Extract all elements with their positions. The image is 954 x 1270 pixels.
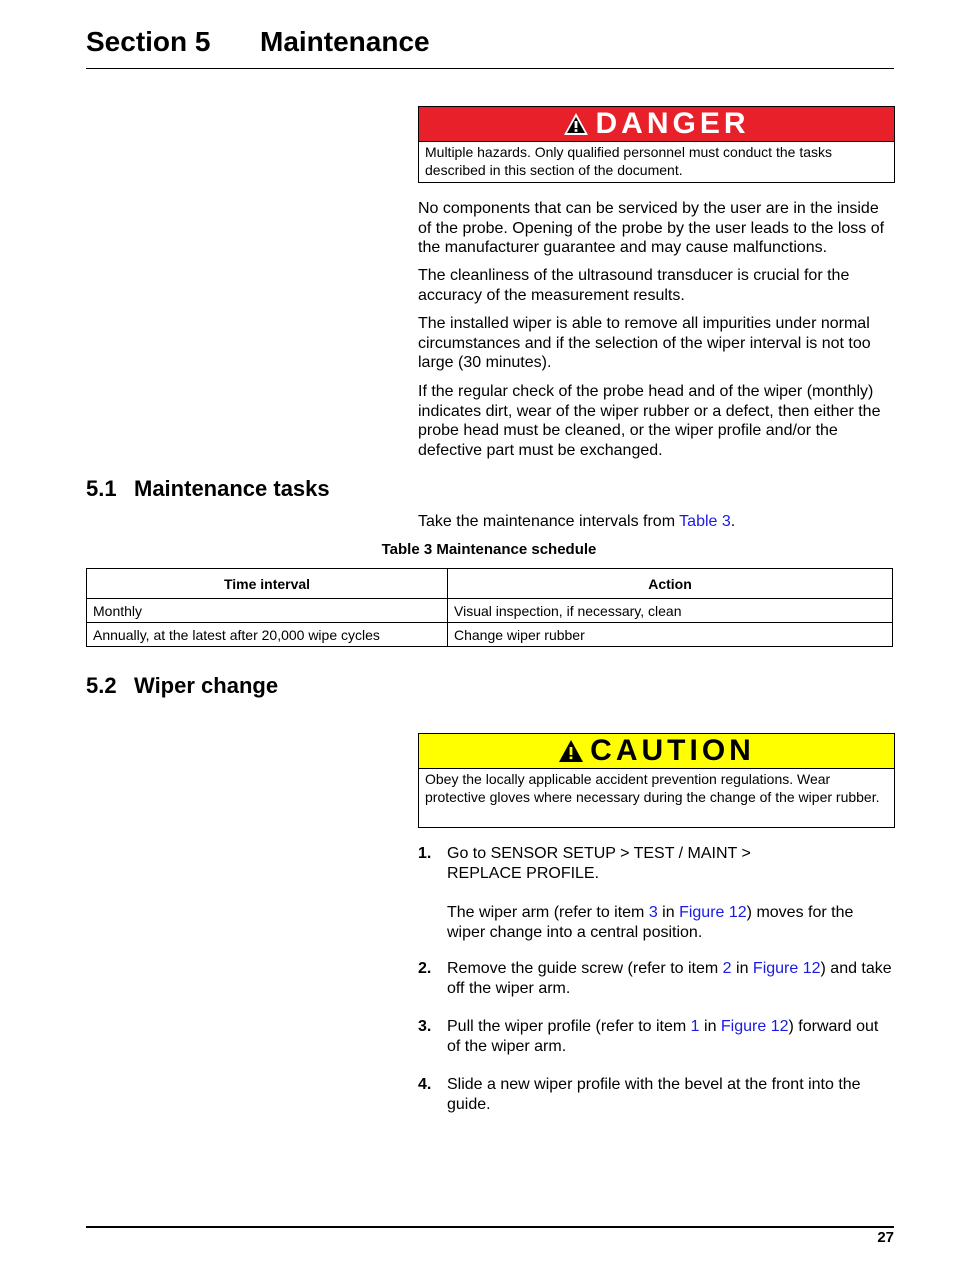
section-title: [86, 24, 430, 60]
table-3-link[interactable]: Table 3: [679, 513, 731, 530]
step-text: [447, 1017, 896, 1056]
step-text: [447, 959, 896, 998]
table-cell: Annually, at the latest after 20,000 wipe cycles: [87, 623, 448, 647]
caution-text: Obey the locally applicable accident prevention regulations. Wear protective gloves where necessary during the change of the wiper rubber.: [425, 771, 880, 805]
result-text: ) moves for the wiper change into a central position.: [447, 904, 854, 941]
warning-triangle-icon: [563, 112, 589, 136]
table-caption: Table 3 Maintenance schedule: [381, 541, 597, 558]
table-header-row: [87, 569, 893, 599]
heading-maintenance-tasks: [86, 476, 330, 502]
step-text-part: Pull the wiper profile (refer to item: [447, 1018, 691, 1035]
warning-triangle-icon: [558, 739, 584, 763]
table-cell: Visual inspection, if necessary, clean: [448, 599, 893, 623]
danger-box: [418, 106, 895, 183]
footer-rule: [86, 1226, 894, 1228]
result-text: The wiper arm (refer to item: [447, 904, 649, 921]
caution-header: [419, 734, 894, 769]
intro-text-end: .: [730, 513, 736, 530]
step-result: [447, 903, 896, 942]
intro-paragraph-2: The cleanliness of the ultrasound transducer is crucial for the accuracy of the measurement results.: [418, 267, 850, 304]
step-4: [418, 1075, 896, 1114]
caution-box: [418, 733, 895, 828]
maintenance-schedule-table: [86, 568, 893, 647]
heading-number: 5.2: [86, 673, 117, 698]
figure-12-link[interactable]: Figure 12: [679, 904, 747, 921]
table-header-cell: Action: [448, 569, 893, 599]
step-1: [418, 844, 896, 942]
step-number: 2.: [418, 960, 432, 977]
danger-text: Multiple hazards. Only qualified personnel must conduct the tasks described in this section of the document.: [425, 144, 832, 178]
table-cell: Change wiper rubber: [448, 623, 893, 647]
step-text-part: in: [699, 1018, 721, 1035]
header-rule: [86, 68, 894, 69]
heading-wiper-change: [86, 673, 278, 699]
intro-text-start: Take the maintenance intervals from: [418, 513, 680, 530]
step-text: Go to SENSOR SETUP > TEST / MAINT > REPLACE PROFILE.: [447, 845, 751, 882]
caution-label: CAUTION: [590, 734, 755, 767]
section-heading: Maintenance: [260, 26, 430, 57]
intro-paragraph-4: If the regular check of the probe head and of the wiper (monthly) indicates dirt, wear of the wiper rubber or a defect, then either the probe head must be cleaned, or the wiper profile and/or the defective part must be exchanged.: [418, 383, 881, 459]
step-text-part: ) forward out of the wiper arm.: [447, 1018, 879, 1055]
step-text-part: ) and take off the wiper arm.: [447, 960, 892, 997]
step-number: 1.: [418, 845, 432, 862]
step-text-part: in: [731, 960, 753, 977]
item-3-link[interactable]: 3: [648, 904, 658, 921]
section-number: Section 5: [86, 26, 211, 57]
maintenance-intro-text: [418, 512, 896, 532]
figure-12-link[interactable]: Figure 12: [720, 1018, 789, 1035]
heading-title: Wiper change: [134, 673, 279, 698]
step-3: [418, 1017, 896, 1056]
danger-label: DANGER: [595, 107, 750, 140]
figure-12-link[interactable]: Figure 12: [752, 960, 821, 977]
step-2: [418, 959, 896, 998]
result-text: in: [657, 904, 680, 921]
item-2-link[interactable]: 2: [722, 960, 732, 977]
heading-number: 5.1: [86, 476, 117, 501]
step-number: 3.: [418, 1018, 432, 1035]
step-number: 4.: [418, 1076, 432, 1093]
page-number: 27: [877, 1229, 894, 1246]
danger-header: [419, 107, 894, 142]
intro-paragraph-1: No components that can be serviced by the user are in the inside of the probe. Opening of the probe by the user leads to the loss of the manufacturer guarantee and may cause malfunctions.: [418, 200, 885, 256]
table-row: [87, 599, 893, 623]
step-text-part: Remove the guide screw (refer to item: [447, 960, 723, 977]
intro-paragraph-3: The installed wiper is able to remove all impurities under normal circumstances and if the selection of the wiper interval is not too large (30 minutes).: [418, 315, 871, 371]
table-header-cell: Time interval: [87, 569, 448, 599]
step-text: Slide a new wiper profile with the bevel at the front into the guide.: [447, 1076, 861, 1113]
item-1-link[interactable]: 1: [690, 1018, 700, 1035]
table-cell: Monthly: [87, 599, 448, 623]
table-row: [87, 623, 893, 647]
heading-title: Maintenance tasks: [134, 476, 330, 501]
